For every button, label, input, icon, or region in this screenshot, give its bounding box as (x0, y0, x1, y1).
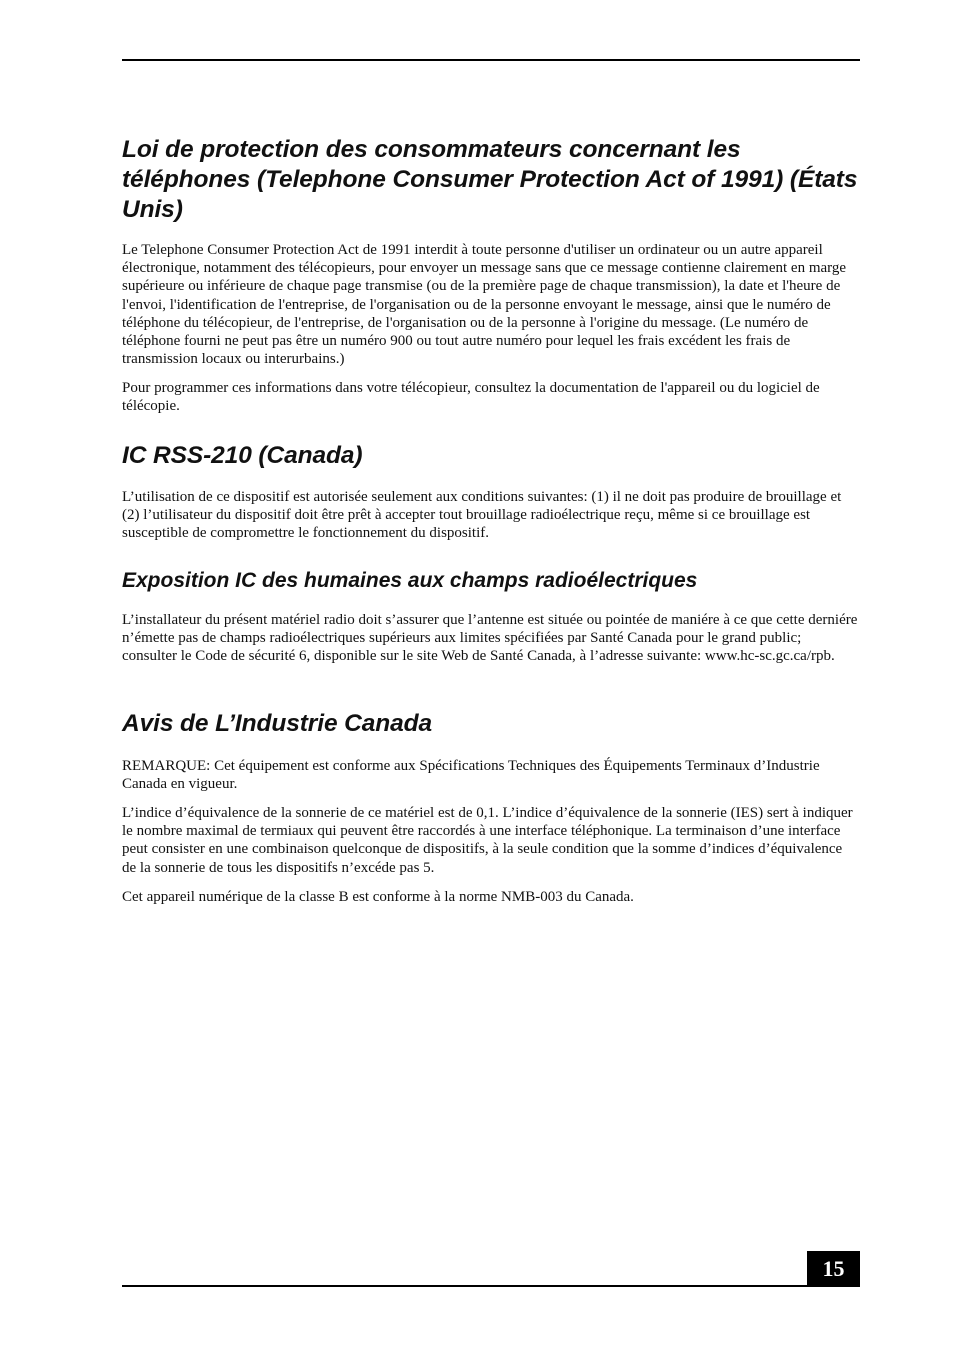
footer-rule (122, 1285, 860, 1287)
exposition-paragraph: L’installateur du présent matériel radio doit s’assurer que l’antenne est située ou pointée de maniére à ce que cette derniére n’émette pas de champs radioélectriques supérieurs aux limites spécifiées par Santé Canada pour le grand public; consulter le Code de sécurité 6, disponible sur le site Web de Santé Canada, à l’adresse suivante: www.hc-sc.gc.ca/rpb. (122, 612, 858, 665)
industrie-paragraph-1-wrap (122, 757, 860, 793)
industrie-paragraph-1: REMARQUE: Cet équipement est conforme aux Spécifications Techniques des Équipements Terminaux d’Industrie Canada en vigueur. (122, 758, 820, 793)
tcpa-title: Loi de protection des consommateurs concernant les téléphones (Telephone Consumer Protection Act of 1991) (États Unis) (122, 136, 858, 223)
ic-rss-section (122, 441, 860, 471)
tcpa-paragraph-2: Pour programmer ces informations dans votre télécopieur, consultez la documentation de l'appareil ou du logiciel de télécopie. (122, 380, 820, 415)
exposition-title: Exposition IC des humaines aux champs radioélectriques (122, 569, 698, 592)
header-rule (122, 59, 860, 61)
industrie-section (122, 709, 860, 739)
industrie-title: Avis de L’Industrie Canada (122, 710, 433, 737)
industrie-paragraph-3-wrap (122, 888, 860, 906)
page-number: 15 (807, 1251, 860, 1287)
tcpa-section (122, 135, 860, 225)
exposition-section (122, 568, 860, 594)
tcpa-paragraph-1-wrap (122, 241, 860, 368)
exposition-paragraph-wrap (122, 611, 860, 666)
tcpa-paragraph-1: Le Telephone Consumer Protection Act de 1991 interdit à toute personne d'utiliser un ordinateur ou un autre appareil électronique, notamment des télécopieurs, pour envoyer un message sans que ce message contienne clairement en marge supérieure ou inférieure de chaque page transmise (ou de la première page de chaque transmission), la date et l'heure de l'envoi, l'identification de l'entreprise, de l'organisation ou de la personne envoyant le message, ainsi que le numéro de téléphone du télécopieur, de l'entreprise, de l'organisation ou de la personne à l'origine du message. (Le numéro de téléphone fourni ne peut pas être un numéro 900 ou tout autre numéro pour lequel les frais excédent les frais de transmission locaux ou interurbains.) (122, 242, 847, 368)
ic-rss-paragraph: L’utilisation de ce dispositif est autorisée seulement aux conditions suivantes: (1) il ne doit pas produire de brouillage et (2) l’utilisateur du dispositif doit être prêt à accepter tout brouillage radioélectrique reçu, même si ce brouillage est susceptible de compromettre le fonctionnement du dispositif. (122, 489, 842, 542)
industrie-paragraph-2: L’indice d’équivalence de la sonnerie de ce matériel est de 0,1. L’indice d’équivalence de la sonnerie (IES) sert à indiquer le nombre maximal de termiaux qui peuvent être raccordés à une interface téléphonique. La terminaison d’une interface peut consister en une combinaison quelconque de dispositifs, à la seule condition que la somme d’indices d’équivalence de la sonnerie de tous les dispositifs n’excéde pas 5. (122, 805, 853, 876)
ic-rss-paragraph-wrap (122, 488, 860, 543)
ic-rss-title: IC RSS-210 (Canada) (122, 442, 363, 469)
industrie-paragraph-3: Cet appareil numérique de la classe B est conforme à la norme NMB-003 du Canada. (122, 889, 634, 905)
tcpa-paragraph-2-wrap (122, 379, 860, 415)
industrie-paragraph-2-wrap (122, 804, 860, 877)
